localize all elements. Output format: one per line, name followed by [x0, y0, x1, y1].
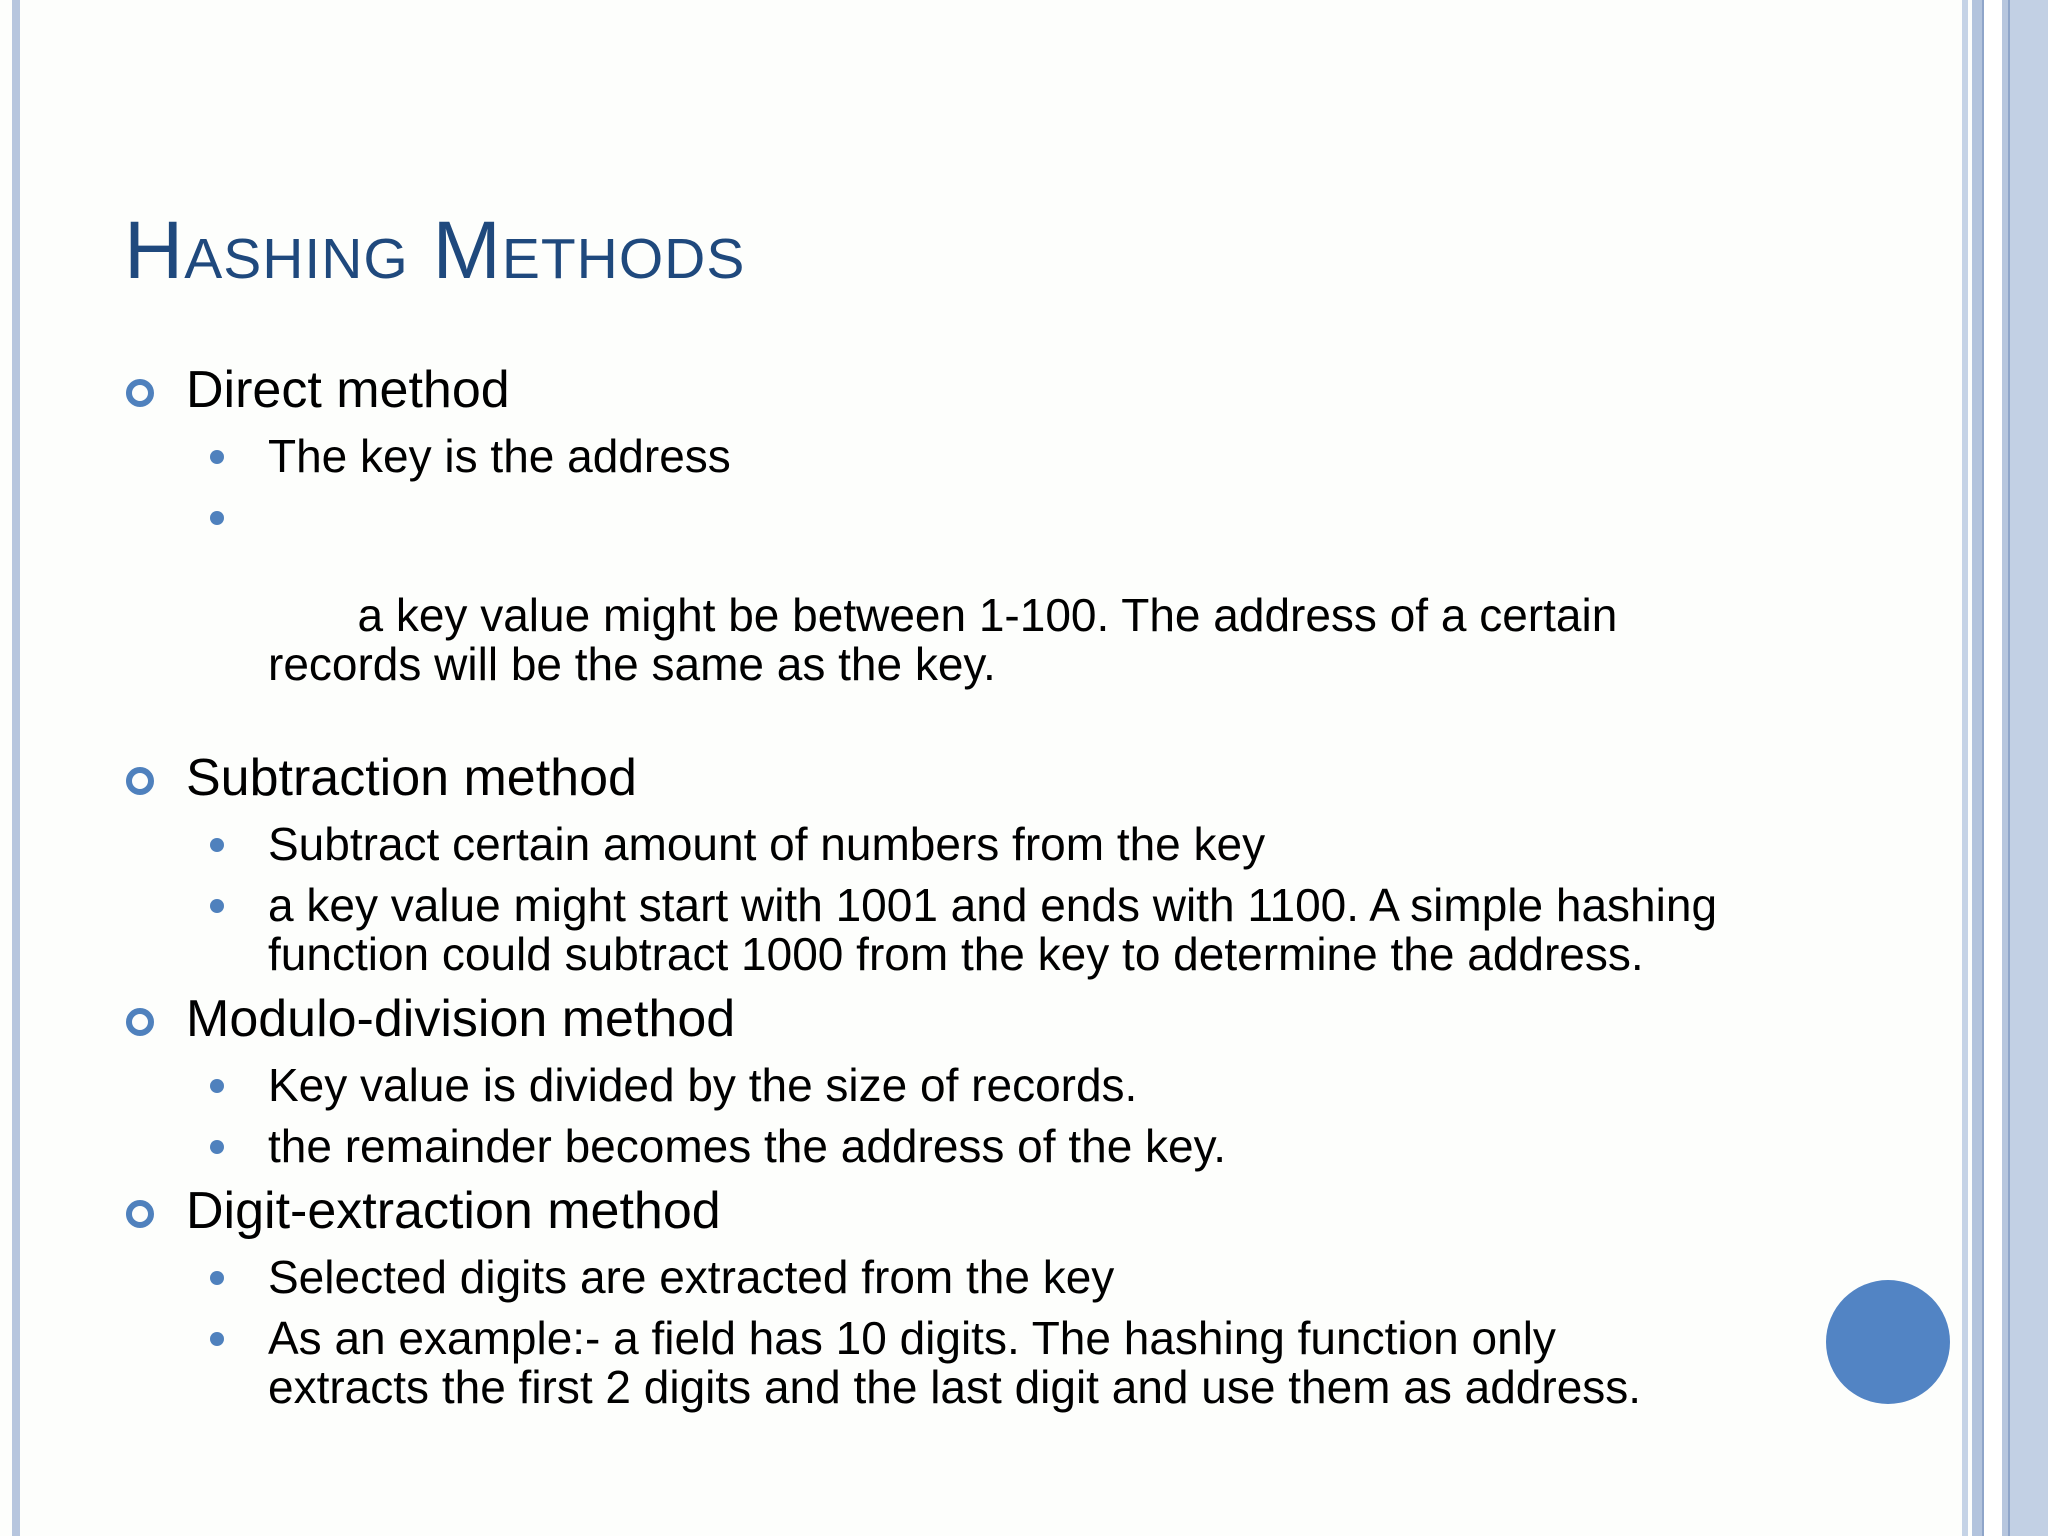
left-border-rule — [12, 0, 20, 1536]
list-item — [268, 1314, 1724, 1412]
section-subtraction-method — [124, 748, 1724, 808]
list-item — [268, 432, 1724, 481]
bullet-text: Selected digits are extracted from the key — [268, 1251, 1115, 1303]
list-item — [268, 820, 1724, 869]
ring-bullet-icon — [126, 767, 154, 795]
decorative-circle — [1826, 1280, 1950, 1404]
slide-title: Hashing Methods — [124, 205, 746, 296]
list-item — [268, 1122, 1724, 1171]
list-item — [268, 881, 1724, 979]
dot-bullet-icon — [210, 450, 224, 464]
dot-bullet-icon — [210, 1271, 224, 1285]
ring-bullet-icon — [126, 379, 154, 407]
bullet-text: a key value might be between 1-100. The address of a certain records will be the same as the key. — [268, 589, 1631, 690]
section-heading: Subtraction method — [186, 749, 637, 807]
ring-bullet-icon — [126, 1200, 154, 1228]
section-heading: Direct method — [186, 361, 510, 419]
right-stripe — [1972, 0, 1982, 1536]
right-stripe — [2010, 0, 2048, 1536]
list-item — [268, 493, 1724, 738]
right-stripe — [1984, 0, 2002, 1536]
bullet-text: a key value might start with 1001 and ends with 1100. A simple hashing function could subtract 1000 from the key to determine the address. — [268, 879, 1718, 980]
right-stripe — [1962, 0, 1968, 1536]
dot-bullet-icon — [210, 1140, 224, 1154]
dot-bullet-icon — [210, 1079, 224, 1093]
dot-bullet-icon — [210, 838, 224, 852]
list-item — [268, 1253, 1724, 1302]
dot-bullet-icon — [210, 511, 224, 525]
bullet-text: The key is the address — [268, 430, 731, 482]
dot-bullet-icon — [210, 1332, 224, 1346]
slide-content — [124, 360, 1724, 1412]
section-heading: Modulo-division method — [186, 990, 736, 1048]
bullet-text: Key value is divided by the size of records. — [268, 1059, 1138, 1111]
section-modulo-division-method — [124, 989, 1724, 1049]
ring-bullet-icon — [126, 1008, 154, 1036]
section-direct-method — [124, 360, 1724, 420]
bullet-text: the remainder becomes the address of the key. — [268, 1120, 1227, 1172]
dot-bullet-icon — [210, 899, 224, 913]
bullet-text: As an example:- a field has 10 digits. The hashing function only extracts the first 2 digits and the last digit and use them as address. — [268, 1312, 1642, 1413]
section-heading: Digit-extraction method — [186, 1182, 721, 1240]
section-digit-extraction-method — [124, 1181, 1724, 1241]
bullet-text: Subtract certain amount of numbers from the key — [268, 818, 1266, 870]
list-item — [268, 1061, 1724, 1110]
